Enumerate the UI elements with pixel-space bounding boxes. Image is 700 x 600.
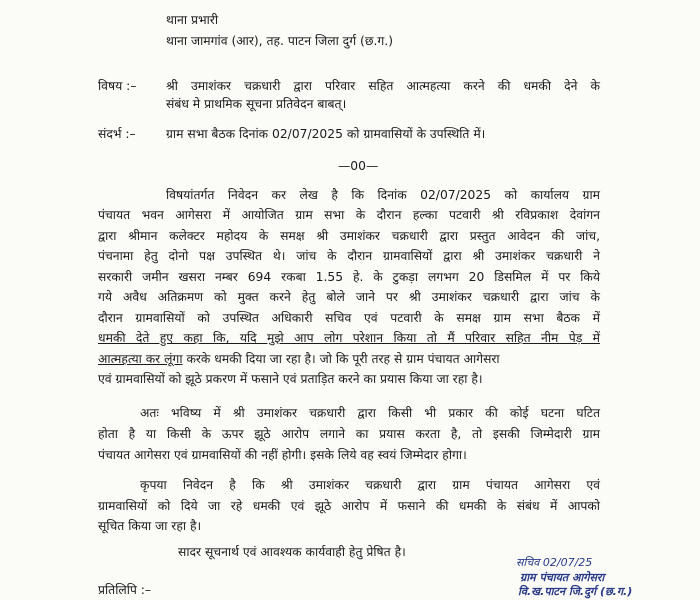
separator: —00—	[338, 159, 379, 173]
reference-label: संदर्भ :–	[98, 127, 136, 141]
body-p3-line: कृपया निवेदन है कि श्री उमाशंकर चक्रधारी द्वारा ग्राम पंचायत आगेसरा एवं	[140, 478, 600, 492]
body-p1-last-line: एवं ग्रामवासियों को झूठे प्रकरण में फसाने एवं प्रताड़ित करने का प्रयास किया जा रहा है।	[98, 372, 483, 386]
signature-scrawl: सचिव 02/07/25	[516, 556, 593, 569]
stamp-line-2: वि.ख.पाटन जि.दुर्ग (छ.ग.)	[518, 585, 633, 598]
body-p1-line: गये अवैध अतिक्रमण को मुक्त करने हेतु बोले जाने पर श्री उमाशंकर चक्रधारी द्वारा जांच के	[98, 290, 600, 304]
subject-line-2: संबंध मे प्राथमिक सूचना प्रतिवेदन बाबत्।	[166, 97, 347, 111]
recipient-address: थाना जामगांव (आर), तह. पाटन जिला दुर्ग (छ.ग.)	[166, 34, 394, 48]
body-p1-line-rest: करके धमकी दिया जा रहा है। जो कि पूरी तरह से ग्राम पंचायत आगेसरा	[182, 352, 500, 366]
body-p1-line: पंचनामा हेतु दोनो पक्ष उपस्थित थे। जांच के दौरान ग्रामवासियों द्वारा श्री उमाशंकर चक्रधारी ने	[98, 249, 600, 263]
stamp-line-1: ग्राम पंचायत आगेसरा	[520, 571, 605, 584]
body-p1-mixed-line	[98, 351, 500, 367]
subject-line-1: श्री उमाशंकर चक्रधारी द्वारा परिवार सहित आत्महत्या करने की धमकी देने के	[166, 79, 600, 93]
body-p1-line: द्वारा श्रीमान कलेक्टर महोदय के समक्ष श्री उमाशंकर चक्रधारी द्वारा प्रस्तुत आवेदन की जांच,	[98, 229, 600, 243]
body-p1-line: पंचायत भवन आगेसरा में आयोजित ग्राम सभा के दौरान हल्का पटवारी श्री रविप्रकाश देवांगन	[98, 208, 600, 222]
body-p2-line: अतः भविष्य में श्री उमाशंकर चक्रधारी द्वारा किसी भी प्रकार की कोई घटना घटित	[140, 406, 600, 420]
body-p2-line: पंचायत आगेसरा एवं ग्रामवासियों की नहीं होगी। इसके लिये वह स्वयं जिम्मेदार होगा।	[98, 448, 467, 462]
body-p1-line: विषयांतर्गत निवेदन कर लेख है कि दिनांक 02/07/2025 को कार्यालय ग्राम	[166, 188, 600, 202]
closing-line: सादर सूचनार्थ एवं आवश्यक कार्यवाही हेतु प्रेषित है।	[178, 545, 406, 559]
threat-statement-underlined-end: आत्महत्या कर लूंगा	[98, 352, 183, 366]
copy-to-label: प्रतिलिपि :–	[98, 583, 152, 597]
signature-stamp	[516, 556, 636, 598]
body-p1-line: दौरान ग्रामवासियों को उपस्थित अधिकारी सचिव एवं पटवारी के समक्ष ग्राम सभा बैठक में	[98, 311, 600, 325]
body-p1-line: सरकारी जमीन खसरा नम्बर 694 रकबा 1.55 हे. के टुकड़ा लगभग 20 डिसमिल में पर किये	[98, 270, 600, 284]
body-p2-line: होता है या किसी के ऊपर झूठे आरोप लगाने का प्रयास करता है, तो इसकी जिम्मेदारी ग्राम	[98, 427, 600, 441]
subject-label: विषय :–	[98, 79, 137, 93]
body-p3-line: ग्रामवासियों को दिये जा रहे धमकी एवं झूठे आरोप में फसाने की धमकी के संबंध में आपको	[98, 499, 600, 513]
threat-statement-underlined: धमकी देते हुए कहा कि, यदि मुझे आप लोग परेशान किया तो मैं परिवार सहित नीम पेड़ में	[98, 331, 600, 345]
reference-text: ग्राम सभा बैठक दिनांक 02/07/2025 को ग्रामवासियों के उपस्थिति में।	[166, 127, 486, 141]
body-p3-line: सूचित किया जा रहा है।	[98, 519, 202, 533]
recipient-title: थाना प्रभारी	[166, 13, 219, 27]
